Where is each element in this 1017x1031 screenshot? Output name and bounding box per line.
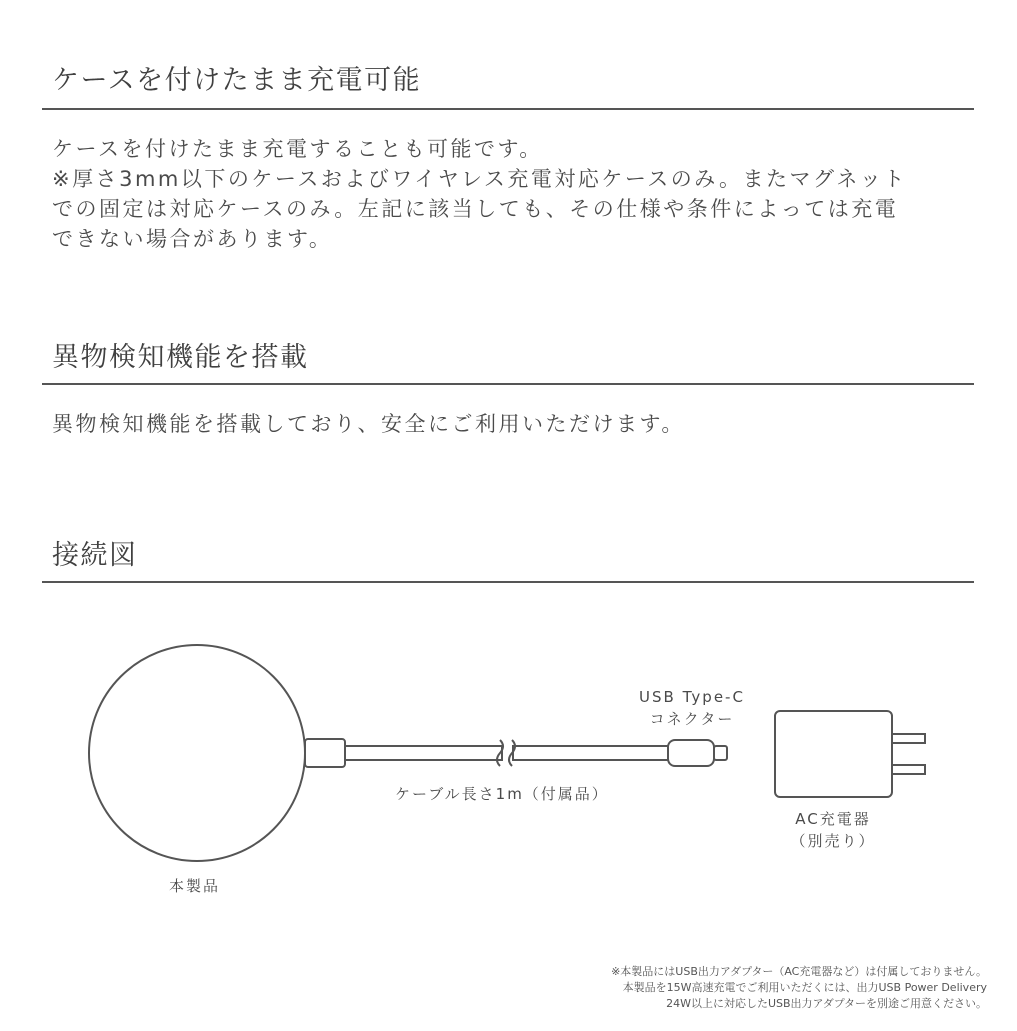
footnote-line: 24W以上に対応したUSB出力アダプターを別途ご用意ください。 <box>666 997 987 1010</box>
body-line: での固定は対応ケースのみ。左記に該当しても、その仕様や条件によっては充電 <box>52 197 899 221</box>
section-title-case-charging: ケースを付けたまま充電可能 <box>52 65 422 96</box>
section-divider <box>42 108 974 110</box>
product-label: 本製品 <box>169 877 221 895</box>
body-line: 異物検知機能を搭載しており、安全にご利用いただけます。 <box>52 412 685 436</box>
body-line: ケースを付けたまま充電することも可能です。 <box>52 137 543 161</box>
connector-label-line: USB Type-C <box>639 688 745 706</box>
section-title-foreign-object: 異物検知機能を搭載 <box>52 342 309 373</box>
footnote-line: ※本製品にはUSB出力アダプター（AC充電器など）は付属しておりません。 <box>611 965 987 978</box>
charger-label-line: （別売り） <box>790 832 876 850</box>
section-title-connection-diagram: 接続図 <box>52 540 138 571</box>
footnote-line: 本製品を15W高速充電でご利用いただくには、出力USB Power Delivery <box>622 981 987 994</box>
ac-charger-icon <box>775 711 892 797</box>
ac-charger-label <box>773 808 893 852</box>
ac-prong-icon <box>892 734 925 743</box>
usb-c-connector-icon <box>668 740 714 766</box>
usb-c-connector-label <box>622 686 762 730</box>
ac-prong-icon <box>892 765 925 774</box>
connector-label-line: コネクター <box>649 710 735 728</box>
usb-c-plug-icon <box>714 746 727 760</box>
cable-length-label: ケーブル長さ1m（付属品） <box>395 785 609 803</box>
cable-icon <box>513 746 668 760</box>
cable-strain-relief-icon <box>305 739 345 767</box>
section-body-foreign-object <box>52 409 982 439</box>
section-body-case-charging <box>52 134 982 254</box>
body-line: できない場合があります。 <box>52 227 333 251</box>
charger-pad-icon <box>89 645 305 861</box>
footnote <box>611 964 987 1012</box>
section-divider <box>42 383 974 385</box>
charger-label-line: AC充電器 <box>795 810 871 828</box>
cable-icon <box>345 746 502 760</box>
section-divider <box>42 581 974 583</box>
body-line: ※厚さ3mm以下のケースおよびワイヤレス充電対応ケースのみ。またマグネット <box>52 167 907 191</box>
